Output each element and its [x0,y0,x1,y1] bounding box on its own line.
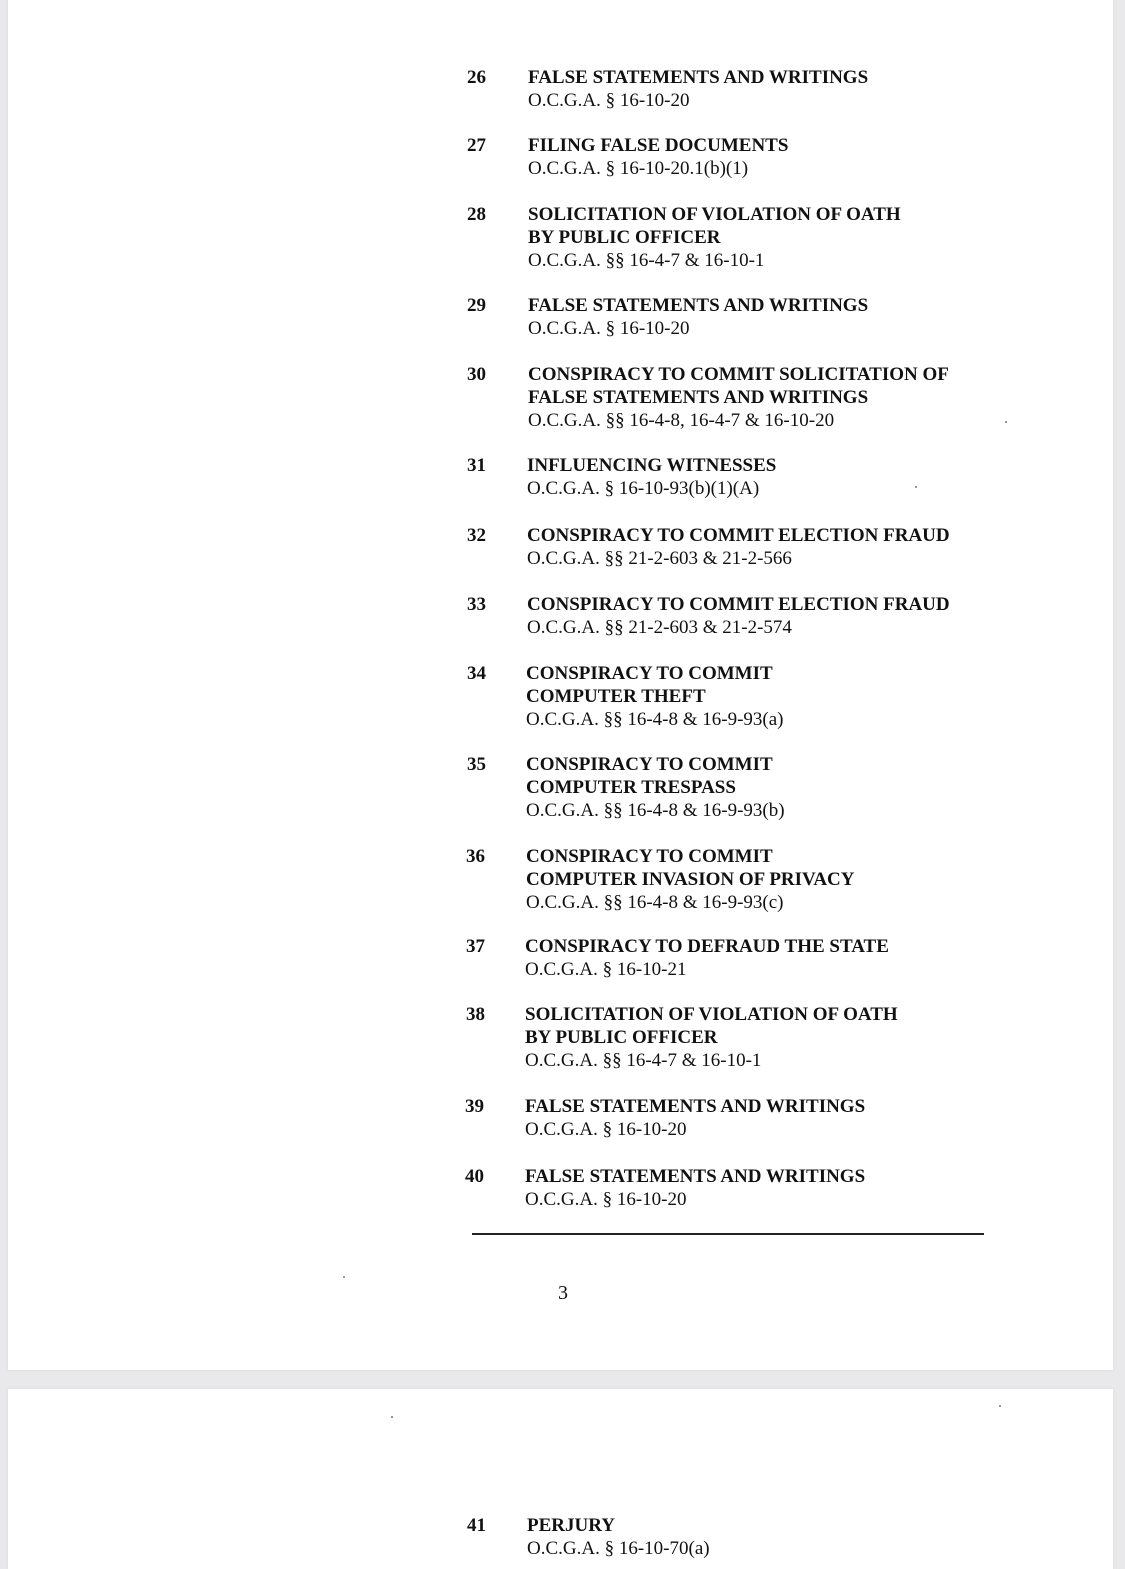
count-statute: O.C.G.A. § 16-10-20.1(b)(1) [528,158,749,179]
count-title-line: PERJURY [527,1515,615,1536]
count-text [528,363,949,432]
count-text [528,203,901,272]
count-number: 32 [467,525,486,546]
count-text [525,1165,865,1211]
count-title-line: CONSPIRACY TO COMMIT ELECTION FRAUD [527,594,950,615]
count-title-line: SOLICITATION OF VIOLATION OF OATH [528,204,901,225]
count-text [525,935,889,981]
count-statute: O.C.G.A. §§ 16-4-8 & 16-9-93(c) [526,892,784,913]
count-number: 39 [465,1096,484,1117]
count-text [526,662,784,731]
count-statute: O.C.G.A. §§ 16-4-8 & 16-9-93(b) [526,800,785,821]
count-text [527,593,950,639]
count-number: 29 [467,295,486,316]
count-text [528,134,788,180]
count-number: 34 [467,663,486,684]
count-number: 36 [466,846,485,867]
count-statute: O.C.G.A. §§ 16-4-7 & 16-10-1 [525,1050,762,1071]
count-title-line: FALSE STATEMENTS AND WRITINGS [528,295,869,316]
count-number: 33 [467,594,486,615]
count-title-line: FALSE STATEMENTS AND WRITINGS [525,1096,866,1117]
count-title-line: COMPUTER TRESPASS [526,777,736,798]
count-number: 27 [467,135,486,156]
count-text [525,1003,898,1072]
count-statute: O.C.G.A. §§ 16-4-7 & 16-10-1 [528,250,765,271]
count-statute: O.C.G.A. § 16-10-21 [525,959,687,980]
count-text [527,524,950,570]
count-number: 37 [466,936,485,957]
count-text [528,66,868,112]
count-text [527,1514,710,1560]
scan-speck [391,1416,393,1418]
footer-rule [472,1233,984,1235]
count-number: 41 [467,1515,486,1536]
count-statute: O.C.G.A. § 16-10-20 [525,1189,687,1210]
count-statute: O.C.G.A. §§ 21-2-603 & 21-2-574 [527,617,792,638]
count-statute: O.C.G.A. § 16-10-20 [528,90,690,111]
count-statute: O.C.G.A. § 16-10-70(a) [527,1538,710,1559]
count-title-line: CONSPIRACY TO COMMIT ELECTION FRAUD [527,525,950,546]
count-title-line: FILING FALSE DOCUMENTS [528,135,789,156]
count-title-line: FALSE STATEMENTS AND WRITINGS [528,387,869,408]
count-text [525,1095,865,1141]
scan-speck [999,1405,1001,1407]
count-title-line: FALSE STATEMENTS AND WRITINGS [525,1166,866,1187]
count-text [527,454,776,500]
count-statute: O.C.G.A. §§ 16-4-8, 16-4-7 & 16-10-20 [528,410,835,431]
count-number: 28 [467,204,486,225]
count-title-line: CONSPIRACY TO COMMIT [526,754,773,775]
count-title-line: BY PUBLIC OFFICER [528,227,721,248]
count-text [526,753,785,822]
count-statute: O.C.G.A. §§ 16-4-8 & 16-9-93(a) [526,709,784,730]
count-title-line: CONSPIRACY TO DEFRAUD THE STATE [525,936,889,957]
count-text [526,845,854,914]
count-title-line: INFLUENCING WITNESSES [527,455,777,476]
document-page-4 [8,1389,1113,1569]
count-text [528,294,868,340]
count-title-line: CONSPIRACY TO COMMIT SOLICITATION OF [528,364,949,385]
count-statute: O.C.G.A. § 16-10-93(b)(1)(A) [527,478,760,499]
document-page-3 [8,0,1113,1370]
count-title-line: CONSPIRACY TO COMMIT [526,663,773,684]
scan-speck [915,486,917,488]
scan-speck [343,1276,345,1278]
count-number: 26 [467,67,486,88]
count-statute: O.C.G.A. §§ 21-2-603 & 21-2-566 [527,548,792,569]
count-number: 40 [465,1166,484,1187]
count-title-line: COMPUTER THEFT [526,686,706,707]
page-number: 3 [558,1282,568,1304]
count-title-line: CONSPIRACY TO COMMIT [526,846,773,867]
count-title-line: SOLICITATION OF VIOLATION OF OATH [525,1004,898,1025]
count-statute: O.C.G.A. § 16-10-20 [525,1119,687,1140]
count-number: 30 [467,364,486,385]
count-title-line: BY PUBLIC OFFICER [525,1027,718,1048]
count-statute: O.C.G.A. § 16-10-20 [528,318,690,339]
count-number: 35 [467,754,486,775]
scan-speck [1005,421,1007,423]
count-title-line: FALSE STATEMENTS AND WRITINGS [528,67,869,88]
count-title-line: COMPUTER INVASION OF PRIVACY [526,869,855,890]
count-number: 38 [466,1004,485,1025]
count-number: 31 [467,455,486,476]
